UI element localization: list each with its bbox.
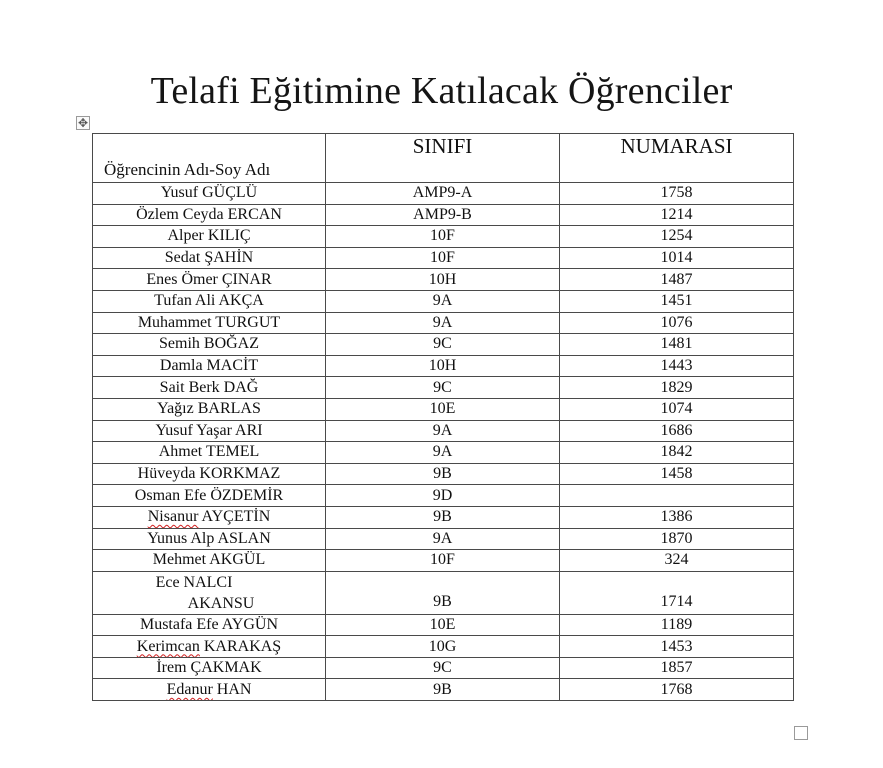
table-row — [93, 355, 794, 377]
student-class-cell[interactable]: 9A — [326, 312, 560, 334]
student-number-cell[interactable]: 1458 — [560, 463, 794, 485]
student-number-cell[interactable]: 1014 — [560, 247, 794, 269]
student-class-cell[interactable]: 10H — [326, 269, 560, 291]
student-surname: HAN — [216, 680, 252, 698]
student-surname: AYÇETİN — [201, 508, 271, 526]
student-number-cell[interactable]: 1076 — [560, 312, 794, 334]
student-number-cell[interactable] — [560, 485, 794, 507]
student-class-cell[interactable]: 9C — [326, 334, 560, 356]
header-class: SINIFI — [412, 134, 473, 158]
student-number-cell[interactable]: 1870 — [560, 528, 794, 550]
header-number-cell[interactable] — [560, 134, 794, 183]
table-row — [93, 485, 794, 507]
student-class-cell[interactable]: 9B — [326, 506, 560, 528]
table-row — [93, 269, 794, 291]
student-class-cell[interactable]: 9A — [326, 442, 560, 464]
student-name-cell[interactable]: Yusuf GÜÇLÜ — [93, 183, 326, 205]
table-row — [93, 312, 794, 334]
table-row — [93, 290, 794, 312]
student-class-cell[interactable]: 10E — [326, 614, 560, 636]
student-name-cell[interactable] — [93, 636, 326, 658]
student-name-cell[interactable]: Tufan Ali AKÇA — [93, 290, 326, 312]
student-class-cell[interactable]: 9C — [326, 377, 560, 399]
table-row — [93, 398, 794, 420]
table-header-row — [93, 134, 794, 183]
student-name-cell[interactable] — [93, 506, 326, 528]
student-name-cell[interactable]: Özlem Ceyda ERCAN — [93, 204, 326, 226]
student-class-cell[interactable]: 9B — [326, 463, 560, 485]
table-row — [93, 377, 794, 399]
student-name-cell[interactable]: Semih BOĞAZ — [93, 334, 326, 356]
student-number-cell[interactable]: 1842 — [560, 442, 794, 464]
student-class-cell[interactable]: 9B — [326, 571, 560, 614]
table-row — [93, 247, 794, 269]
student-name-cell[interactable]: Yağız BARLAS — [93, 398, 326, 420]
table-row — [93, 614, 794, 636]
student-name-cell[interactable]: Yunus Alp ASLAN — [93, 528, 326, 550]
student-class-cell[interactable]: 10F — [326, 550, 560, 572]
student-class-cell[interactable]: 10F — [326, 247, 560, 269]
student-number-cell[interactable]: 1214 — [560, 204, 794, 226]
misspelled-word: Nisanur — [147, 508, 199, 526]
student-name-cell[interactable]: Damla MACİT — [93, 355, 326, 377]
student-name-cell[interactable]: Muhammet TURGUT — [93, 312, 326, 334]
student-class-cell[interactable]: 9B — [326, 679, 560, 701]
student-class-cell[interactable]: AMP9-B — [326, 204, 560, 226]
table-row — [93, 183, 794, 205]
student-name-wrapped — [93, 572, 325, 614]
student-name-cell[interactable]: Enes Ömer ÇINAR — [93, 269, 326, 291]
table-row — [93, 463, 794, 485]
student-class-cell[interactable]: 9A — [326, 420, 560, 442]
student-number-cell[interactable]: 1829 — [560, 377, 794, 399]
student-name-cell[interactable]: Alper KILIÇ — [93, 226, 326, 248]
table-row — [93, 442, 794, 464]
table-row — [93, 528, 794, 550]
table-row — [93, 571, 794, 614]
table-row — [93, 679, 794, 701]
header-name-cell[interactable] — [93, 134, 326, 183]
student-number-cell[interactable]: 1386 — [560, 506, 794, 528]
student-name-cell[interactable]: Sedat ŞAHİN — [93, 247, 326, 269]
student-number-cell[interactable]: 1686 — [560, 420, 794, 442]
student-class-cell[interactable]: 10H — [326, 355, 560, 377]
student-name-cell[interactable]: Mehmet AKGÜL — [93, 550, 326, 572]
student-name-line1: Ece NALCI — [155, 573, 233, 591]
header-number: NUMARASI — [620, 134, 733, 158]
table-resize-handle-icon[interactable] — [794, 726, 808, 740]
student-number-cell[interactable]: 324 — [560, 550, 794, 572]
student-name-cell[interactable]: İrem ÇAKMAK — [93, 657, 326, 679]
student-class-cell[interactable]: 10E — [326, 398, 560, 420]
header-name: Öğrencinin Adı-Soy Adı — [104, 160, 271, 179]
student-class-cell[interactable]: 9D — [326, 485, 560, 507]
student-number-cell[interactable]: 1481 — [560, 334, 794, 356]
table-row — [93, 657, 794, 679]
table-row — [93, 226, 794, 248]
table-row — [93, 204, 794, 226]
misspelled-word: Edanur — [166, 680, 213, 698]
document-title: Telafi Eğitimine Katılacak Öğrenciler — [150, 70, 733, 112]
student-name-cell[interactable]: Ahmet TEMEL — [93, 442, 326, 464]
student-number-cell[interactable]: 1758 — [560, 183, 794, 205]
student-class-cell[interactable]: 9A — [326, 528, 560, 550]
student-number-cell[interactable]: 1254 — [560, 226, 794, 248]
student-number-cell[interactable]: 1768 — [560, 679, 794, 701]
student-number-cell[interactable]: 1487 — [560, 269, 794, 291]
student-class-cell[interactable]: 9A — [326, 290, 560, 312]
table-row — [93, 550, 794, 572]
student-name-cell[interactable]: Yusuf Yaşar ARI — [93, 420, 326, 442]
student-number-cell[interactable]: 1857 — [560, 657, 794, 679]
student-number-cell[interactable]: 1189 — [560, 614, 794, 636]
student-number-cell[interactable]: 1074 — [560, 398, 794, 420]
student-name-cell[interactable]: Osman Efe ÖZDEMİR — [93, 485, 326, 507]
students-table — [92, 133, 794, 701]
header-class-cell[interactable] — [326, 134, 560, 183]
student-name-line2: AKANSU — [187, 594, 255, 612]
misspelled-word: Kerimcan — [136, 637, 200, 655]
student-number-cell[interactable]: 1453 — [560, 636, 794, 658]
table-row — [93, 420, 794, 442]
table-move-handle-icon[interactable]: ✥ — [77, 116, 89, 130]
table-row — [93, 334, 794, 356]
student-number-cell[interactable]: 1714 — [560, 571, 794, 614]
student-name-cell[interactable] — [93, 571, 326, 614]
student-class-cell[interactable]: AMP9-A — [326, 183, 560, 205]
student-class-cell[interactable]: 10F — [326, 226, 560, 248]
student-number-cell[interactable]: 1451 — [560, 290, 794, 312]
student-name-cell[interactable] — [93, 679, 326, 701]
table-row — [93, 636, 794, 658]
table-row — [93, 506, 794, 528]
student-class-cell[interactable]: 10G — [326, 636, 560, 658]
student-name-cell[interactable]: Sait Berk DAĞ — [93, 377, 326, 399]
student-number-cell[interactable]: 1443 — [560, 355, 794, 377]
student-class-cell[interactable]: 9C — [326, 657, 560, 679]
student-name-cell[interactable]: Mustafa Efe AYGÜN — [93, 614, 326, 636]
student-surname: KARAKAŞ — [203, 637, 282, 655]
student-name-cell[interactable]: Hüveyda KORKMAZ — [93, 463, 326, 485]
